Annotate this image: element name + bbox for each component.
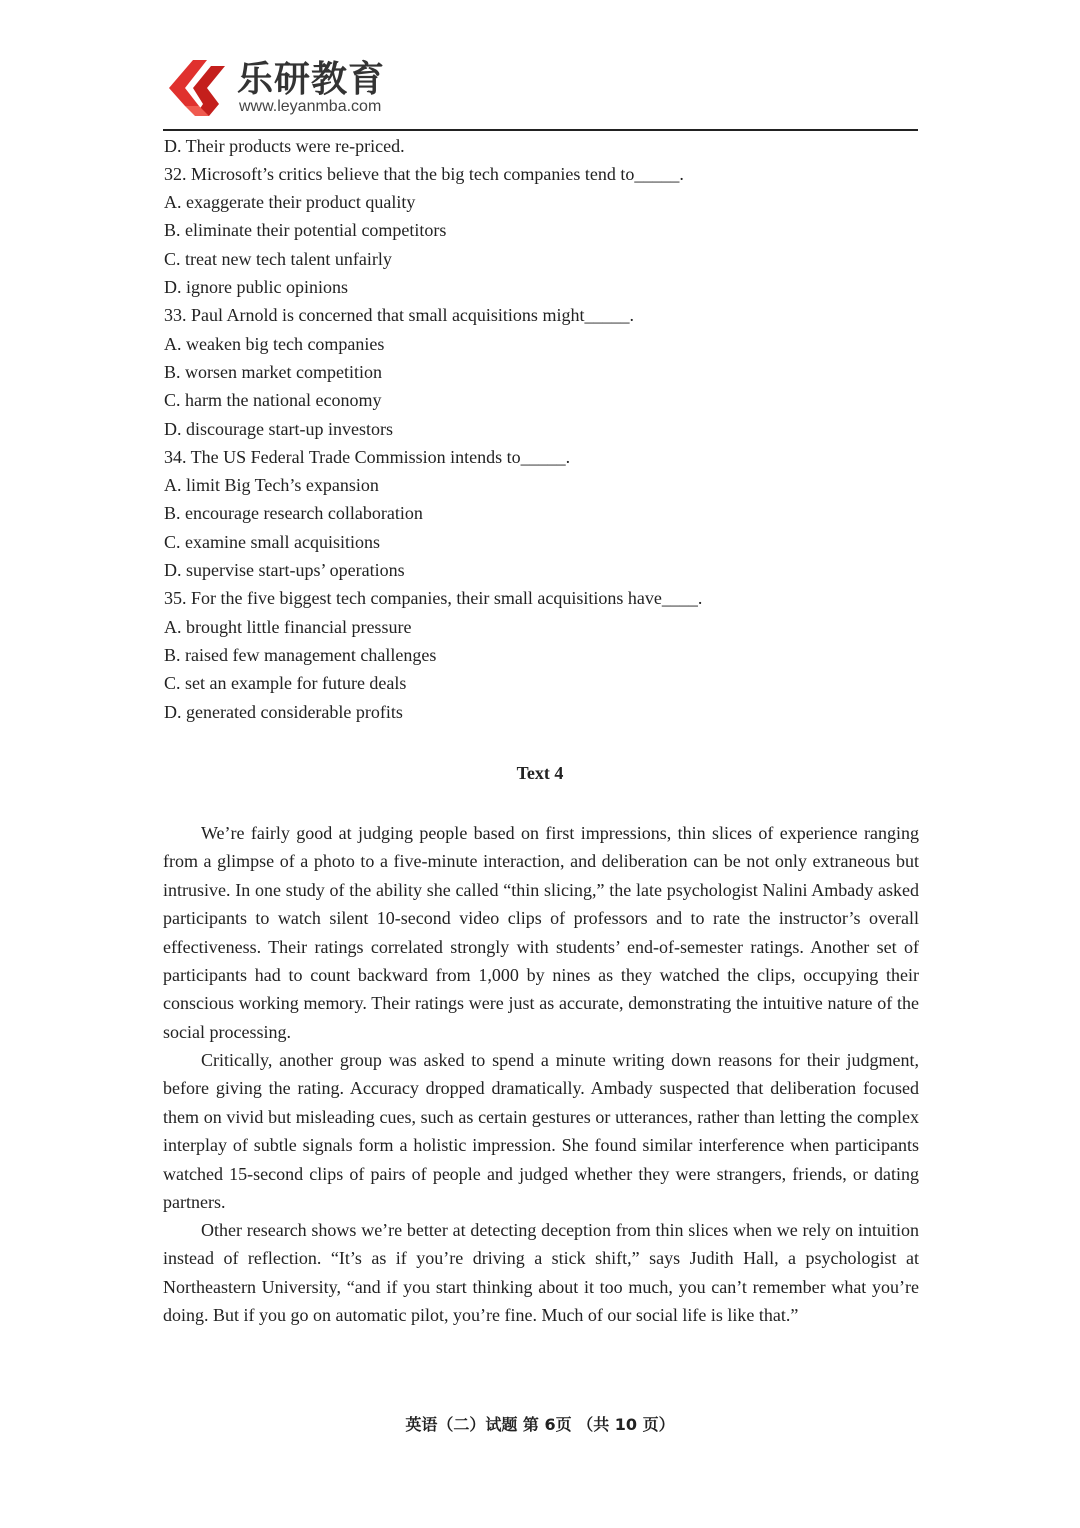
leyan-logo-icon bbox=[163, 58, 229, 118]
question-line: 32. Microsoft’s critics believe that the big tech companies tend to_____. bbox=[164, 164, 684, 184]
option-line: A. exaggerate their product quality bbox=[164, 192, 416, 212]
brand-name: 乐研教育 bbox=[237, 59, 386, 100]
page-header bbox=[163, 58, 918, 131]
page-footer: 英语（二）试题 第 6页 （共 10 页） bbox=[405, 1415, 675, 1434]
option-line: D. discourage start-up investors bbox=[164, 419, 393, 439]
header-divider bbox=[163, 129, 918, 131]
option-line: B. raised few management challenges bbox=[164, 645, 437, 665]
option-line: A. limit Big Tech’s expansion bbox=[164, 475, 379, 495]
option-line: C. examine small acquisitions bbox=[164, 532, 380, 552]
option-line: C. harm the national economy bbox=[164, 390, 382, 410]
option-line: B. worsen market competition bbox=[164, 362, 382, 382]
paragraph-2: Critically, another group was asked to spend a minute writing down reasons for their judgment, before giving the rating. Accuracy dropped dramatically. Ambady suspected that deliberation focused them on vivid but misleading cues, such as certain gestures or utterances, rather than letting the complex interplay of subtle signals form a holistic impression. She found similar interference when participants watched 15-second clips of pairs of people and judged whether they were strangers, friends, or dating partners. bbox=[163, 1050, 919, 1213]
option-line: D. generated considerable profits bbox=[164, 702, 403, 722]
text4-title: Text 4 bbox=[516, 763, 564, 783]
option-line: B. encourage research collaboration bbox=[164, 503, 423, 523]
paragraph-3: Other research shows we’re better at detecting deception from thin slices when we rely on intuition instead of reflection. “It’s as if you’re driving a stick shift,” says Judith Hall, a psychologist at Northeastern University, “and if you start thinking about it too much, you can’t remember what you’re doing. But if you go on automatic pilot, you’re fine. Much of our social life is like that.” bbox=[163, 1220, 919, 1326]
paragraph-1: We’re fairly good at judging people based on first impressions, thin slices of experience ranging from a glimpse of a photo to a five-minute interaction, and deliberation can be not only extraneous but intrusive. In one study of the ability she called “thin slicing,” the late psychologist Nalini Ambady asked participants to watch silent 10-second video clips of professors and to rate the instructor’s overall effectiveness. Their ratings correlated strongly with students’ end-of-semester ratings. Another set of participants had to count backward from 1,000 by nines as they watched the clips, occupying their conscious working memory. Their ratings were just as accurate, demonstrating the intuitive nature of the social processing. bbox=[163, 823, 919, 1042]
option-line: D. supervise start-ups’ operations bbox=[164, 560, 405, 580]
brand-url: www.leyanmba.com bbox=[239, 98, 382, 115]
option-line: A. brought little financial pressure bbox=[164, 617, 412, 637]
option-line: D. Their products were re-priced. bbox=[164, 136, 405, 156]
question-line: 33. Paul Arnold is concerned that small acquisitions might_____. bbox=[164, 305, 634, 325]
option-line: A. weaken big tech companies bbox=[164, 334, 385, 354]
question-line: 34. The US Federal Trade Commission intends to_____. bbox=[164, 447, 571, 467]
option-line: C. set an example for future deals bbox=[164, 673, 407, 693]
question-line: 35. For the five biggest tech companies, their small acquisitions have____. bbox=[164, 588, 703, 608]
option-line: D. ignore public opinions bbox=[164, 277, 348, 297]
option-line: B. eliminate their potential competitors bbox=[164, 220, 447, 240]
option-line: C. treat new tech talent unfairly bbox=[164, 249, 392, 269]
